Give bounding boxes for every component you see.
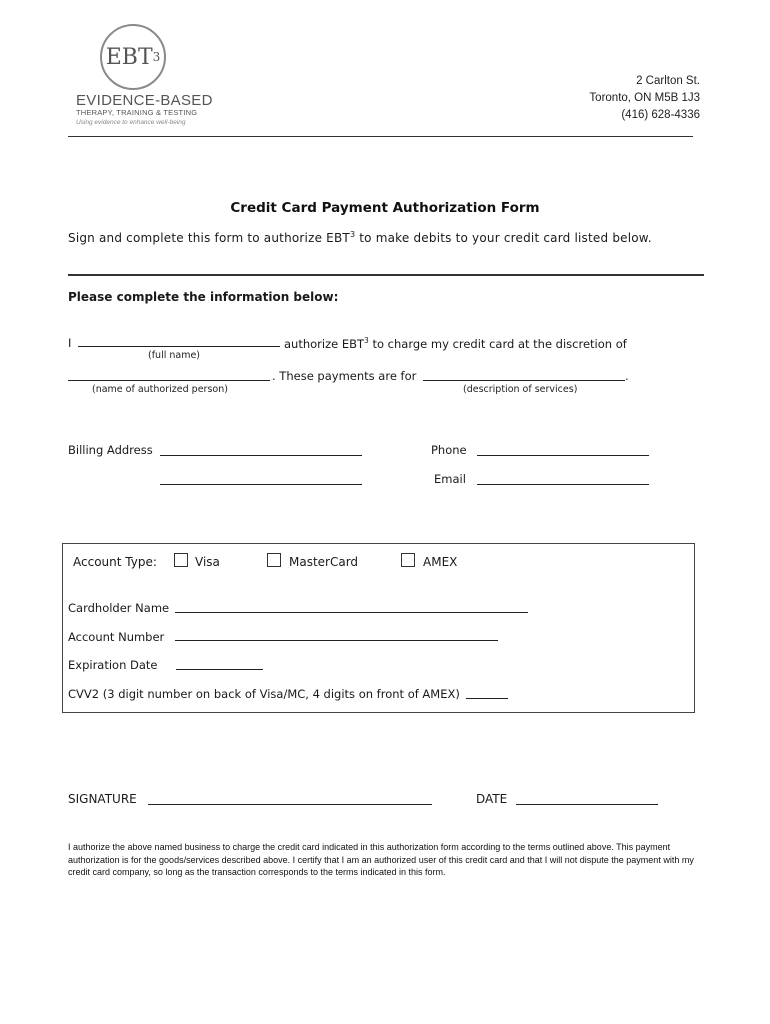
- cvv-field[interactable]: [466, 698, 508, 699]
- phone-label: Phone: [431, 443, 467, 457]
- visa-label: Visa: [195, 555, 220, 569]
- logo-subtitle: THERAPY, TRAINING & TESTING: [76, 108, 198, 117]
- i-label: I: [68, 336, 72, 350]
- email-label: Email: [434, 472, 466, 486]
- signature-field[interactable]: [148, 804, 432, 805]
- phone-field[interactable]: [477, 455, 649, 456]
- amex-label: AMEX: [423, 555, 458, 569]
- expiration-date-label: Expiration Date: [68, 658, 158, 672]
- description-field[interactable]: [423, 380, 625, 381]
- address-line-2: Toronto, ON M5B 1J3: [589, 92, 700, 104]
- full-name-caption: (full name): [148, 350, 201, 361]
- account-number-field[interactable]: [175, 640, 498, 641]
- period: .: [625, 369, 629, 383]
- company-address: [589, 73, 700, 124]
- email-field[interactable]: [477, 484, 649, 485]
- logo-brand: EVIDENCE-BASED: [76, 92, 213, 109]
- billing-address-label: Billing Address: [68, 443, 153, 457]
- authorized-person-caption: (name of authorized person): [92, 384, 228, 395]
- address-line-1: 2 Carlton St.: [636, 75, 700, 87]
- cardholder-name-label: Cardholder Name: [68, 601, 170, 615]
- section-divider: [68, 274, 704, 276]
- address-phone: (416) 628-4336: [621, 109, 700, 121]
- account-type-label: Account Type:: [73, 555, 157, 569]
- intro-text-after: to make debits to your credit card listed below.: [355, 231, 652, 245]
- authorize-sup: 3: [364, 336, 369, 345]
- logo-tagline: Using evidence to enhance well-being: [76, 119, 186, 126]
- company-logo: [76, 22, 211, 130]
- cardholder-name-field[interactable]: [175, 612, 528, 613]
- billing-address-field-2[interactable]: [160, 484, 362, 485]
- logo-mark-sup: 3: [152, 50, 161, 64]
- date-field[interactable]: [516, 804, 658, 805]
- authorize-text-before: authorize EBT: [284, 336, 365, 351]
- payments-for-text: . These payments are for: [272, 369, 417, 383]
- authorize-text-after: to charge my credit card at the discretion of: [368, 336, 627, 351]
- full-name-field[interactable]: [78, 346, 280, 347]
- account-number-label: Account Number: [68, 630, 165, 644]
- cvv-label: CVV2 (3 digit number on back of Visa/MC, 4 digits on front of AMEX): [68, 687, 460, 701]
- authorize-text: [284, 336, 627, 351]
- mastercard-checkbox[interactable]: [267, 553, 281, 567]
- date-label: DATE: [476, 792, 508, 806]
- section-heading: Please complete the information below:: [68, 290, 339, 304]
- billing-address-field-1[interactable]: [160, 455, 362, 456]
- signature-label: SIGNATURE: [68, 792, 137, 806]
- header-divider: [68, 136, 693, 137]
- logo-emblem: [100, 24, 166, 90]
- amex-checkbox[interactable]: [401, 553, 415, 567]
- visa-checkbox[interactable]: [174, 553, 188, 567]
- intro-text-before: Sign and complete this form to authorize EBT: [68, 231, 350, 245]
- form-intro: [68, 230, 652, 245]
- expiration-date-field[interactable]: [176, 669, 263, 670]
- form-title: Credit Card Payment Authorization Form: [230, 200, 540, 216]
- logo-mark: EBT: [105, 44, 153, 70]
- mastercard-label: MasterCard: [289, 555, 359, 569]
- authorization-disclaimer: I authorize the above named business to charge the credit card indicated in this authorization form according to the terms outlined above. This payment authorization is for the goods/services described above. I certify that I am an authorized user of this credit card and that I will not dispute the payment with my credit card company, so long as the transaction corresponds to the terms indicated in this form.: [68, 842, 694, 877]
- description-caption: (description of services): [463, 384, 578, 395]
- authorized-person-field[interactable]: [68, 380, 270, 381]
- intro-sup: 3: [349, 230, 356, 239]
